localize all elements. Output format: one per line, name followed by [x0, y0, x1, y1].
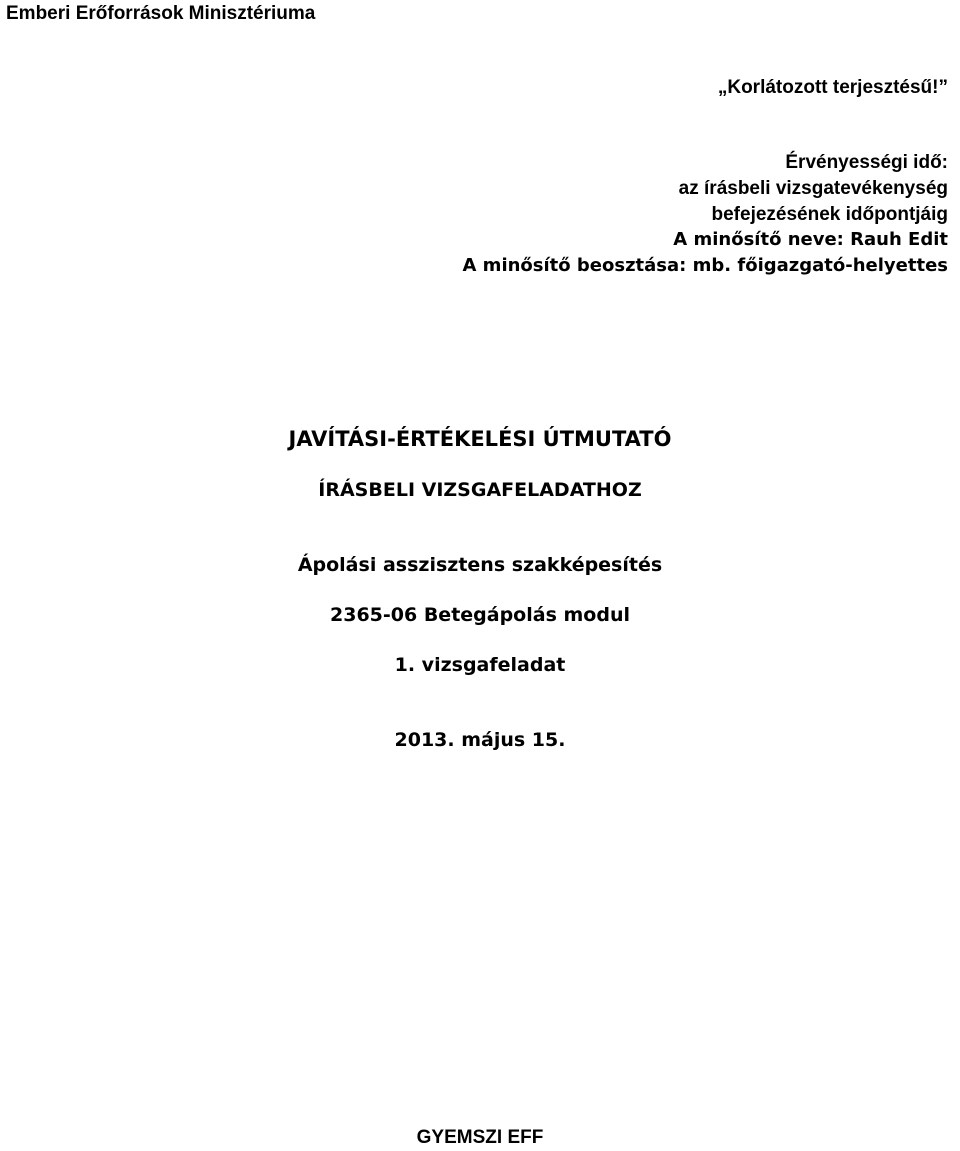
restriction-notice: „Korlátozott terjesztésű!” — [717, 77, 948, 98]
validity-line-3: befejezésének időpontjáig — [711, 204, 948, 225]
qualifier-block — [462, 227, 948, 279]
document-subtitle: ÍRÁSBELI VIZSGAFELADATHOZ — [318, 479, 642, 501]
document-title: JAVÍTÁSI-ÉRTÉKELÉSI ÚTMUTATÓ — [288, 427, 672, 451]
validity-block — [679, 150, 948, 228]
ministry-header: Emberi Erőforrások Minisztériuma — [6, 3, 316, 24]
footer-organization: GYEMSZI EFF — [416, 1127, 544, 1148]
module-name: 2365-06 Betegápolás modul — [330, 604, 630, 626]
exam-date: 2013. május 15. — [394, 729, 566, 751]
exam-task: 1. vizsgafeladat — [394, 654, 566, 676]
validity-line-2: az írásbeli vizsgatevékenység — [678, 178, 948, 199]
qualifier-name: A minősítő neve: Rauh Edit — [673, 229, 948, 250]
validity-line-1: Érvényességi idő: — [785, 152, 948, 173]
qualification-name: Ápolási asszisztens szakképesítés — [297, 554, 663, 576]
qualifier-position: A minősítő beosztása: mb. főigazgató-helyettes — [462, 255, 948, 276]
